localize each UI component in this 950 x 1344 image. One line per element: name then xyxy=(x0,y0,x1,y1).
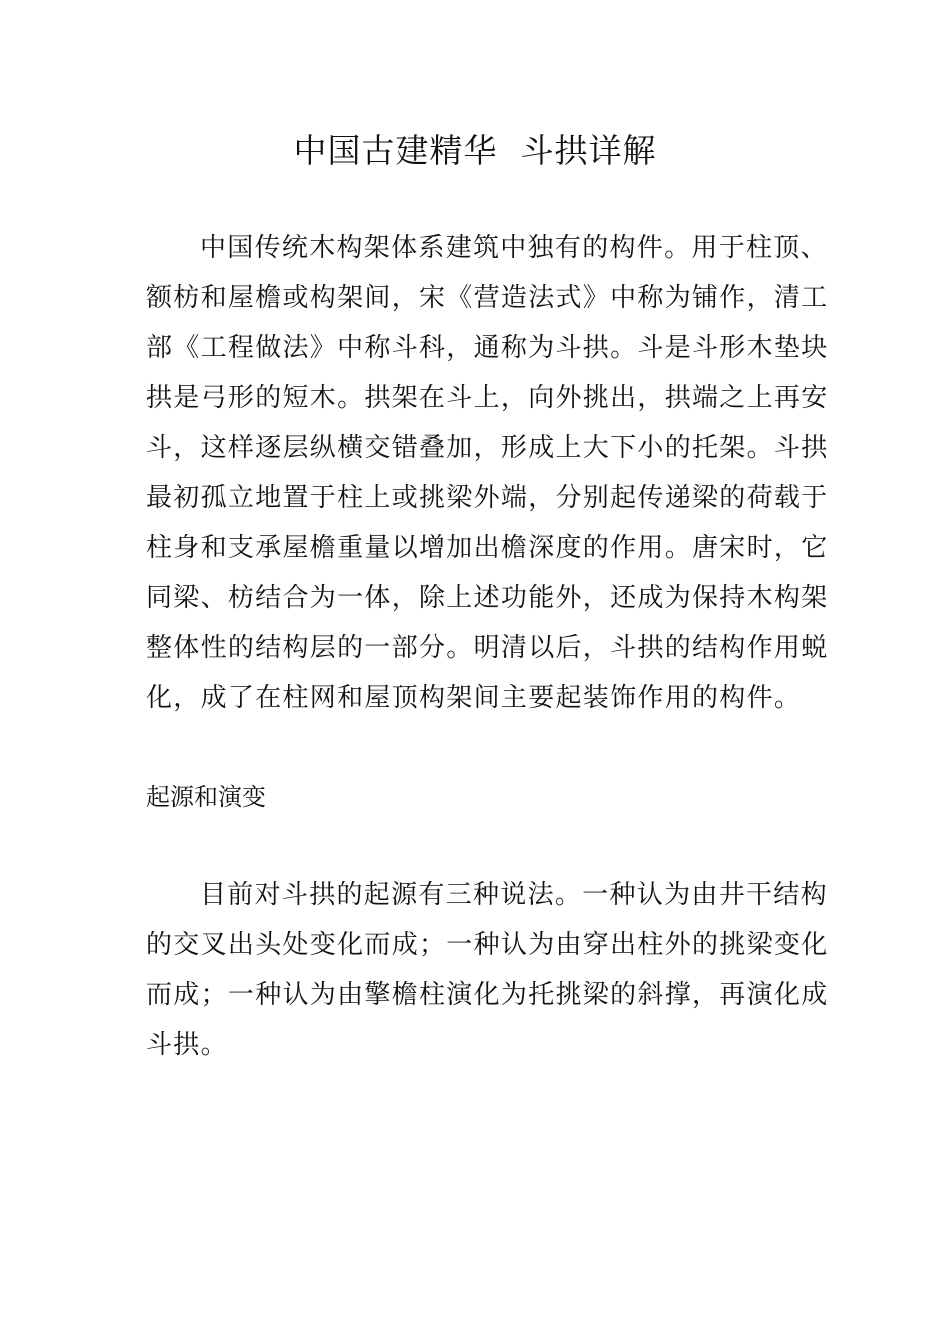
paragraph-line: 柱身和支承屋檐重量以增加出檐深度的作用。唐宋时，它 xyxy=(146,533,829,563)
paragraph-line: 部《工程做法》中称斗科，通称为斗拱。斗是斗形木垫块 xyxy=(146,333,829,363)
paragraph-line: 而成；一种认为由擎檐柱演化为托挑梁的斜撑，再演化成 xyxy=(146,980,829,1010)
paragraph-introduction xyxy=(146,223,829,723)
paragraph-line: 最初孤立地置于柱上或挑梁外端，分别起传递梁的荷载于 xyxy=(146,483,829,513)
paragraph-line: 斗拱。 xyxy=(146,1030,228,1060)
paragraph-line: 中国传统木构架体系建筑中独有的构件。用于柱顶、 xyxy=(200,233,828,263)
paragraph-line: 的交叉出头处变化而成；一种认为由穿出柱外的挑梁变化 xyxy=(146,930,829,960)
paragraph-origin xyxy=(146,870,829,1070)
paragraph-line: 额枋和屋檐或构架间，宋《营造法式》中称为铺作，清工 xyxy=(146,283,829,313)
paragraph-line: 整体性的结构层的一部分。明清以后，斗拱的结构作用蜕 xyxy=(146,633,829,663)
paragraph-line: 斗，这样逐层纵横交错叠加，形成上大下小的托架。斗拱 xyxy=(146,433,829,463)
paragraph-line: 同梁、枋结合为一体，除上述功能外，还成为保持木构架 xyxy=(146,583,829,613)
paragraph-line: 拱是弓形的短木。拱架在斗上，向外挑出，拱端之上再安 xyxy=(146,383,829,413)
paragraph-line: 目前对斗拱的起源有三种说法。一种认为由井干结构 xyxy=(200,880,828,910)
section-heading: 起源和演变 xyxy=(146,783,266,811)
document-title: 中国古建精华 斗拱详解 xyxy=(293,131,657,170)
paragraph-line: 化，成了在柱网和屋顶构架间主要起装饰作用的构件。 xyxy=(146,683,802,713)
